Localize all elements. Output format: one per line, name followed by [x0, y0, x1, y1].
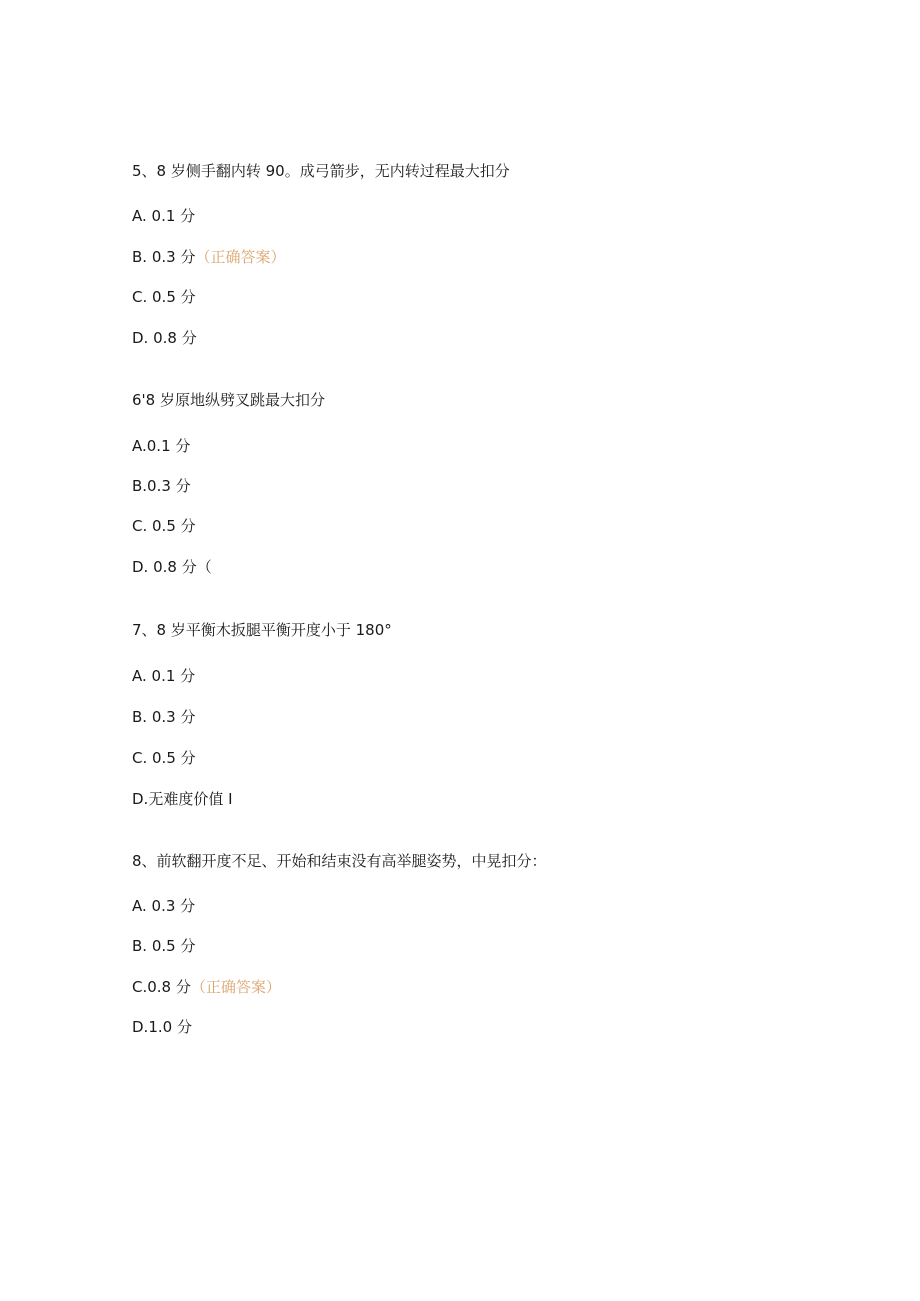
- option-text: D.无难度价值 I: [132, 790, 233, 808]
- question-7-option-b: [132, 707, 195, 727]
- question-5-option-b: [132, 247, 285, 267]
- question-8-option-b: [132, 936, 195, 956]
- option-text: D.1.0 分: [132, 1018, 192, 1036]
- option-text: D. 0.8 分: [132, 329, 197, 347]
- option-text: D. 0.8 分（: [132, 558, 212, 576]
- question-8-option-d: [132, 1017, 192, 1037]
- option-text: A. 0.1 分: [132, 207, 196, 225]
- option-text: A. 0.3 分: [132, 897, 196, 915]
- option-text: C.0.8 分: [132, 978, 191, 996]
- question-6-option-b: [132, 476, 191, 496]
- question-8-option-a: [132, 896, 195, 916]
- option-text: B.0.3 分: [132, 477, 191, 495]
- question-8-option-c: [132, 977, 281, 997]
- question-6-stem: 6'8 岁原地纵劈叉跳最大扣分: [132, 391, 325, 409]
- option-text: B. 0.3 分: [132, 708, 196, 726]
- option-text: A.0.1 分: [132, 437, 191, 455]
- question-7-option-c: [132, 748, 196, 768]
- question-7-stem: 7、8 岁平衡木扳腿平衡开度小于 180°: [132, 621, 392, 639]
- question-5-stem: 5、8 岁侧手翻内转 90。成弓箭步，无内转过程最大扣分: [132, 162, 510, 180]
- correct-answer-note: （正确答案）: [190, 978, 281, 996]
- option-text: B. 0.5 分: [132, 937, 196, 955]
- correct-answer-note: （正确答案）: [195, 248, 286, 266]
- question-6-option-c: [132, 516, 196, 536]
- option-text: C. 0.5 分: [132, 749, 196, 767]
- question-7-option-a: [132, 666, 195, 686]
- option-text: C. 0.5 分: [132, 288, 196, 306]
- question-5-option-d: [132, 328, 197, 348]
- question-6-option-a: [132, 436, 190, 456]
- option-text: B. 0.3 分: [132, 248, 196, 266]
- option-text: C. 0.5 分: [132, 517, 196, 535]
- question-7-option-d: [132, 789, 233, 809]
- question-6-option-d: [132, 557, 212, 577]
- option-text: A. 0.1 分: [132, 667, 196, 685]
- question-5-option-c: [132, 287, 196, 307]
- question-5-option-a: [132, 206, 195, 226]
- question-8-stem: 8、前软翻开度不足、开始和结束没有高举腿姿势，中晃扣分：: [132, 852, 547, 870]
